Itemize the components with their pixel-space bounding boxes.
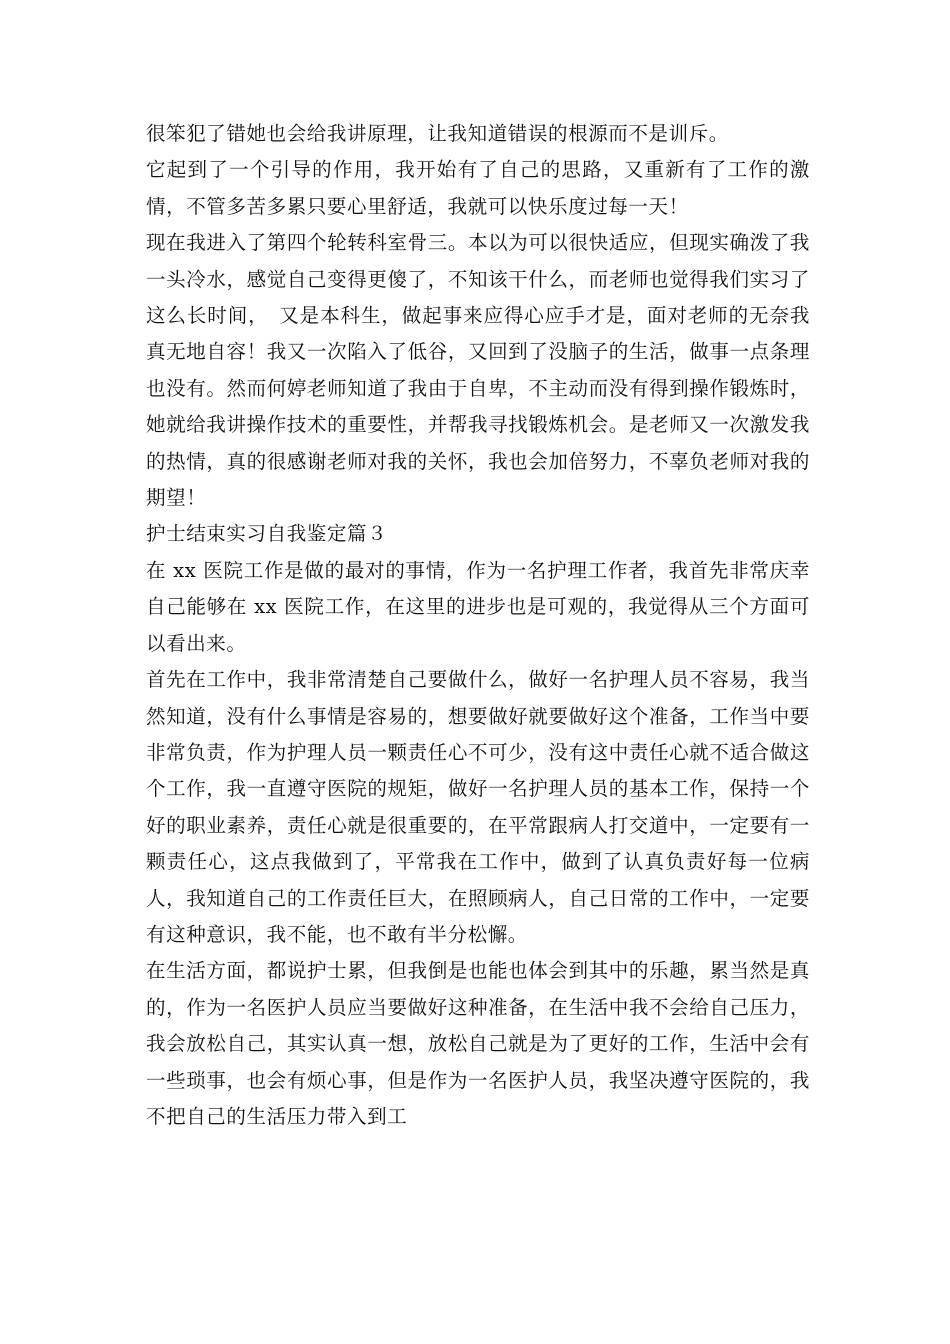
section-title: 护士结束实习自我鉴定篇３	[146, 522, 388, 546]
paragraph-1: 很笨犯了错她也会给我讲原理，让我知道错误的根源而不是训斥。	[146, 122, 729, 145]
section-paragraph-3: 在生活方面，都说护士累，但我倒是也能也体会到其中的乐趣，累当然是真的，作为一名医护人员应当要做好这种准备，在生活中我不会给自己压力，我会放松自己，其实认真一想，放松自己就是为了更好的工作，生活中会有一些琐事，也会有烦心事，但是作为一名医护人员，我坚决遵守医院的，我不把自己的生活压力带入到工	[146, 959, 810, 1128]
document-body	[146, 116, 810, 1135]
paragraph-2: 它起到了一个引导的作用，我开始有了自己的思路，又重新有了工作的激情，不管多苦多累只要心里舒适，我就可以快乐度过每一天！	[146, 158, 810, 218]
section-paragraph-2: 首先在工作中，我非常清楚自己要做什么，做好一名护理人员不容易，我当然知道，没有什么事情是容易的，想要做好就要做好这个准备，工作当中要非常负责，作为护理人员一颗责任心不可少，没有这中责任心就不适合做这个工作，我一直遵守医院的规矩，做好一名护理人员的基本工作，保持一个好的职业素养，责任心就是很重要的，在平常跟病人打交道中，一定要有一颗责任心，这点我做到了，平常我在工作中，做到了认真负责好每一位病人，我知道自己的工作责任巨大，在照顾病人，自己日常的工作中，一定要有这种意识，我不能，也不敢有半分松懈。	[146, 668, 810, 946]
section-paragraph-1: 在 xx 医院工作是做的最对的事情，作为一名护理工作者，我首先非常庆幸自己能够在 xx 医院工作，在这里的进步也是可观的，我觉得从三个方面可以看出来。	[146, 558, 810, 655]
paragraph-3: 现在我进入了第四个轮转科室骨三。本以为可以很快适应，但现实确泼了我一头冷水，感觉自己变得更傻了，不知该干什么，而老师也觉得我们实习了这么长时间， 又是本科生，做起事来应得心应手才是，面对老师的无奈我真无地自容！我又一次陷入了低谷，又回到了没脑子的生活，做事一点条理也没有。然而何婷老师知道了我由于自卑，不主动而没有得到操作锻炼时，她就给我讲操作技术的重要性，并帮我寻找锻炼机会。是老师又一次激发我的热情，真的很感谢老师对我的关怀，我也会加倍努力，不辜负老师对我的期望！	[146, 231, 810, 510]
